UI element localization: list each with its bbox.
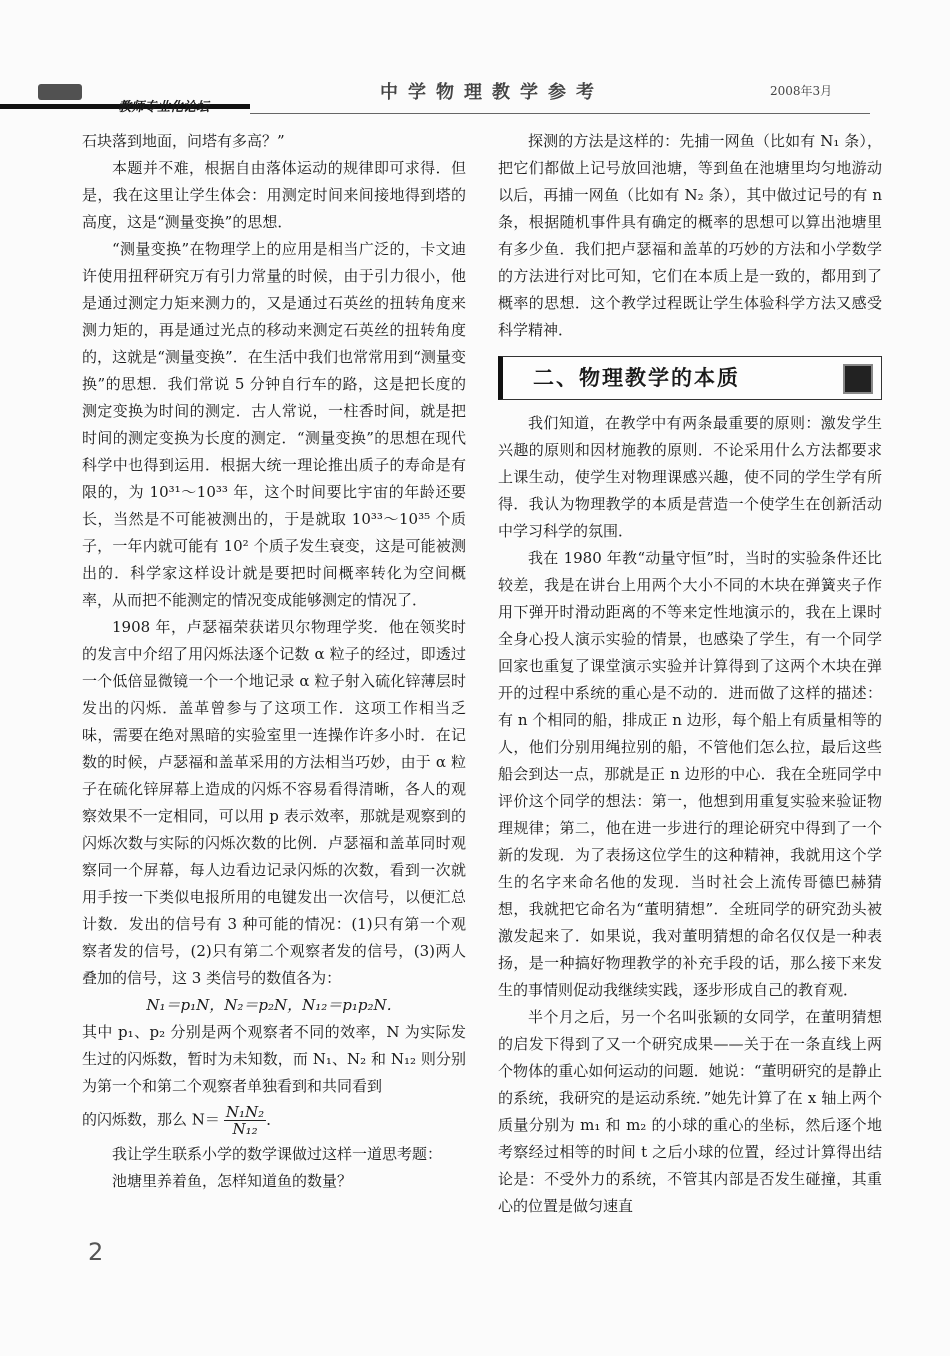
fraction-numerator: N₁N₂ [225,1103,265,1121]
fraction-end: ． [266,1110,282,1129]
paragraph: 本题并不难，根据自由落体运动的规律即可求得．但是，我在这里让学生体会：用测定时间来间接地得到塔的高度，这是“测量变换”的思想． [82,159,466,231]
page-header [0,0,950,125]
formula: N₁＝p₁N，N₂＝p₂N，N₁₂＝p₁p₂N． [146,996,402,1014]
paragraph: 我在 1980 年教“动量守恒”时，当时的实验条件还比较差，我是在讲台上用两个大小不同的木块在弹簧夹子作用下弹开时滑动距离的不等来定性地演示的，我在上课时全身心投人演示实验的情景，也感染了学生，有一个同学回家也重复了课堂演示实验并计算得到了这两个木块在弹开的过程中系统的重心是不动的．进而做了这样的描述：有 n 个相同的船，排成正 n 边形，每个船上有质量相等的人，他们分别用绳拉别的船，不管他们怎么拉，最后这些船会到达一点，那就是正 n 边形的中心．我在全班同学中评价这个同学的想法：第一，他想到用重复实验来验证物理规律；第二，他在进一步进行的理论研究中得到了一个新的发现．为了表扬这位学生的这种精神，我就用这个学生的名字来命名他的发现．当时社会上流传哥德巴赫猜想，我就把它命名为“董明猜想”．全班同学的研究劲头被激发起来了．如果说，我对董明猜想的命名仅仅是一种表扬，是一种搞好物理教学的补充手段的话，那么接下来发生的事情则促动我继续实践，逐步形成自己的教育观． [498,549,882,999]
section-title-text: 二、物理教学的本质 [533,366,740,390]
page-number: 2 [88,1238,104,1266]
paragraph: “测量变换”在物理学上的应用是相当广泛的，卡文迪许使用扭秤研究万有引力常量的时候，由于引力很小，他是通过测定力矩来测力的，又是通过石英丝的扭转角度来测力矩的，再是通过光点的移动来测定石英丝的扭转角度的，这就是“测量变换”．在生活中我们也常常用到“测量变换”的思想．我们常说 5 分钟自行车的路，这是把长度的测定变换为时间的测定．古人常说，一柱香时间，就是把时间的测定变换为长度的测定．“测量变换”的思想在现代科学中也得到运用．根据大统一理论推出质子的寿命是有限的，为 10³¹～10³³ 年，这个时间要比宇宙的年龄还要长，当然是不可能被测出的，于是就取 10³³～10³⁵ 个质子，一年内就可能有 10² 个质子发生衰变，这是可能被测出的．科学家这样设计就是要把时间概率转化为空间概率，从而把不能测定的情况变成能够测定的情况了． [82,240,466,609]
paragraph: 我们知道，在教学中有两条最重要的原则：激发学生兴趣的原则和因材施教的原则．不论采用什么方法都要求上课生动，使学生对物理课感兴趣，使不同的学生学有所得．我认为物理教学的本质是营造一个使学生在创新活动中学习科学的氛围． [498,414,882,540]
paragraph: 1908 年，卢瑟福荣获诺贝尔物理学奖．他在领奖时的发言中介绍了用闪烁法逐个记数 α 粒子的经过，即透过一个低倍显微镜一个一个地记录 α 粒子射入硫化锌薄层时发出的闪烁．盖革曾参与了这项工作．这项工作相当乏味，需要在绝对黑暗的实验室里一连操作许多小时．在记数的时候，卢瑟福和盖革采用的方法相当巧妙，由于 α 粒子在硫化锌屏幕上造成的闪烁不容易看得清晰，各人的观察效果不一定相同，可以用 p 表示效率，那就是观察到的闪烁次数与实际的闪烁次数的比例．卢瑟福和盖革同时观察同一个屏幕，每人边看边记录闪烁的次数，看到一次就用手按一下类似电报所用的电键发出一次信号，以便汇总计数．发出的信号有 3 种可能的情况：(1)只有第一个观察者发的信号，(2)只有第二个观察者发的信号，(3)两人叠加的信号，这 3 类信号的数值各为： [82,618,466,987]
right-column [498,128,882,1220]
paragraph: 石块落到地面，问塔有多高？” [82,132,285,150]
paragraph: 半个月之后，另一个名叫张颖的女同学，在董明猜想的启发下得到了又一个研究成果——关于在一条直线上两个物体的重心如何运动的问题．她说：“董明研究的是静止的系统，我研究的是运动系统．”她先计算了在 x 轴上两个质量分别为 m₁ 和 m₂ 的小球的重心的坐标，然后逐个地考察经过相等的时间 t 之后小球的位置，经过计算得出结论是：不受外力的系统，不管其内部是否发生碰撞，其重心的位置是做匀速直 [498,1008,882,1215]
header-rule-thin [250,113,870,114]
paragraph-with-fraction [82,1104,466,1137]
paragraph: 池塘里养着鱼，怎样知道鱼的数量？ [112,1172,353,1190]
left-column [82,128,466,1195]
column-name: 教师专业化论坛 [118,100,210,115]
fraction-denominator: N₁₂ [232,1120,258,1138]
decorative-square-icon [843,364,873,394]
paragraph: 我让学生联系小学的数学课做过这样一道思考题： [112,1145,443,1163]
fraction-lead-text: 的闪烁数，那么 N＝ [82,1110,220,1129]
journal-name: 中学物理教学参考 [380,82,604,103]
paragraph: 探测的方法是这样的：先捕一网鱼（比如有 N₁ 条），把它们都做上记号放回池塘，等到鱼在池塘里均匀地游动以后，再捕一网鱼（比如有 N₂ 条），其中做过记号的有 n 条，根据随机事件具有确定的概率的思想可以算出池塘里有多少鱼．我们把卢瑟福和盖革的巧妙的方法和小学数学的方法进行对比可知，它们在本质上是一致的，都用到了概率的思想．这个教学过程既让学生体验科学方法又感受科学精神． [498,132,882,339]
paragraph: 其中 p₁、p₂ 分别是两个观察者不同的效率，N 为实际发生过的闪烁数，暂时为未知数，而 N₁、N₂ 和 N₁₂ 则分别为第一个和第二个观察者单独看到和共同看到 [82,1023,466,1095]
section-heading [498,356,882,400]
issue-date: 2008年3月 [770,84,833,98]
journal-logo [38,84,82,100]
fraction [224,1104,266,1137]
